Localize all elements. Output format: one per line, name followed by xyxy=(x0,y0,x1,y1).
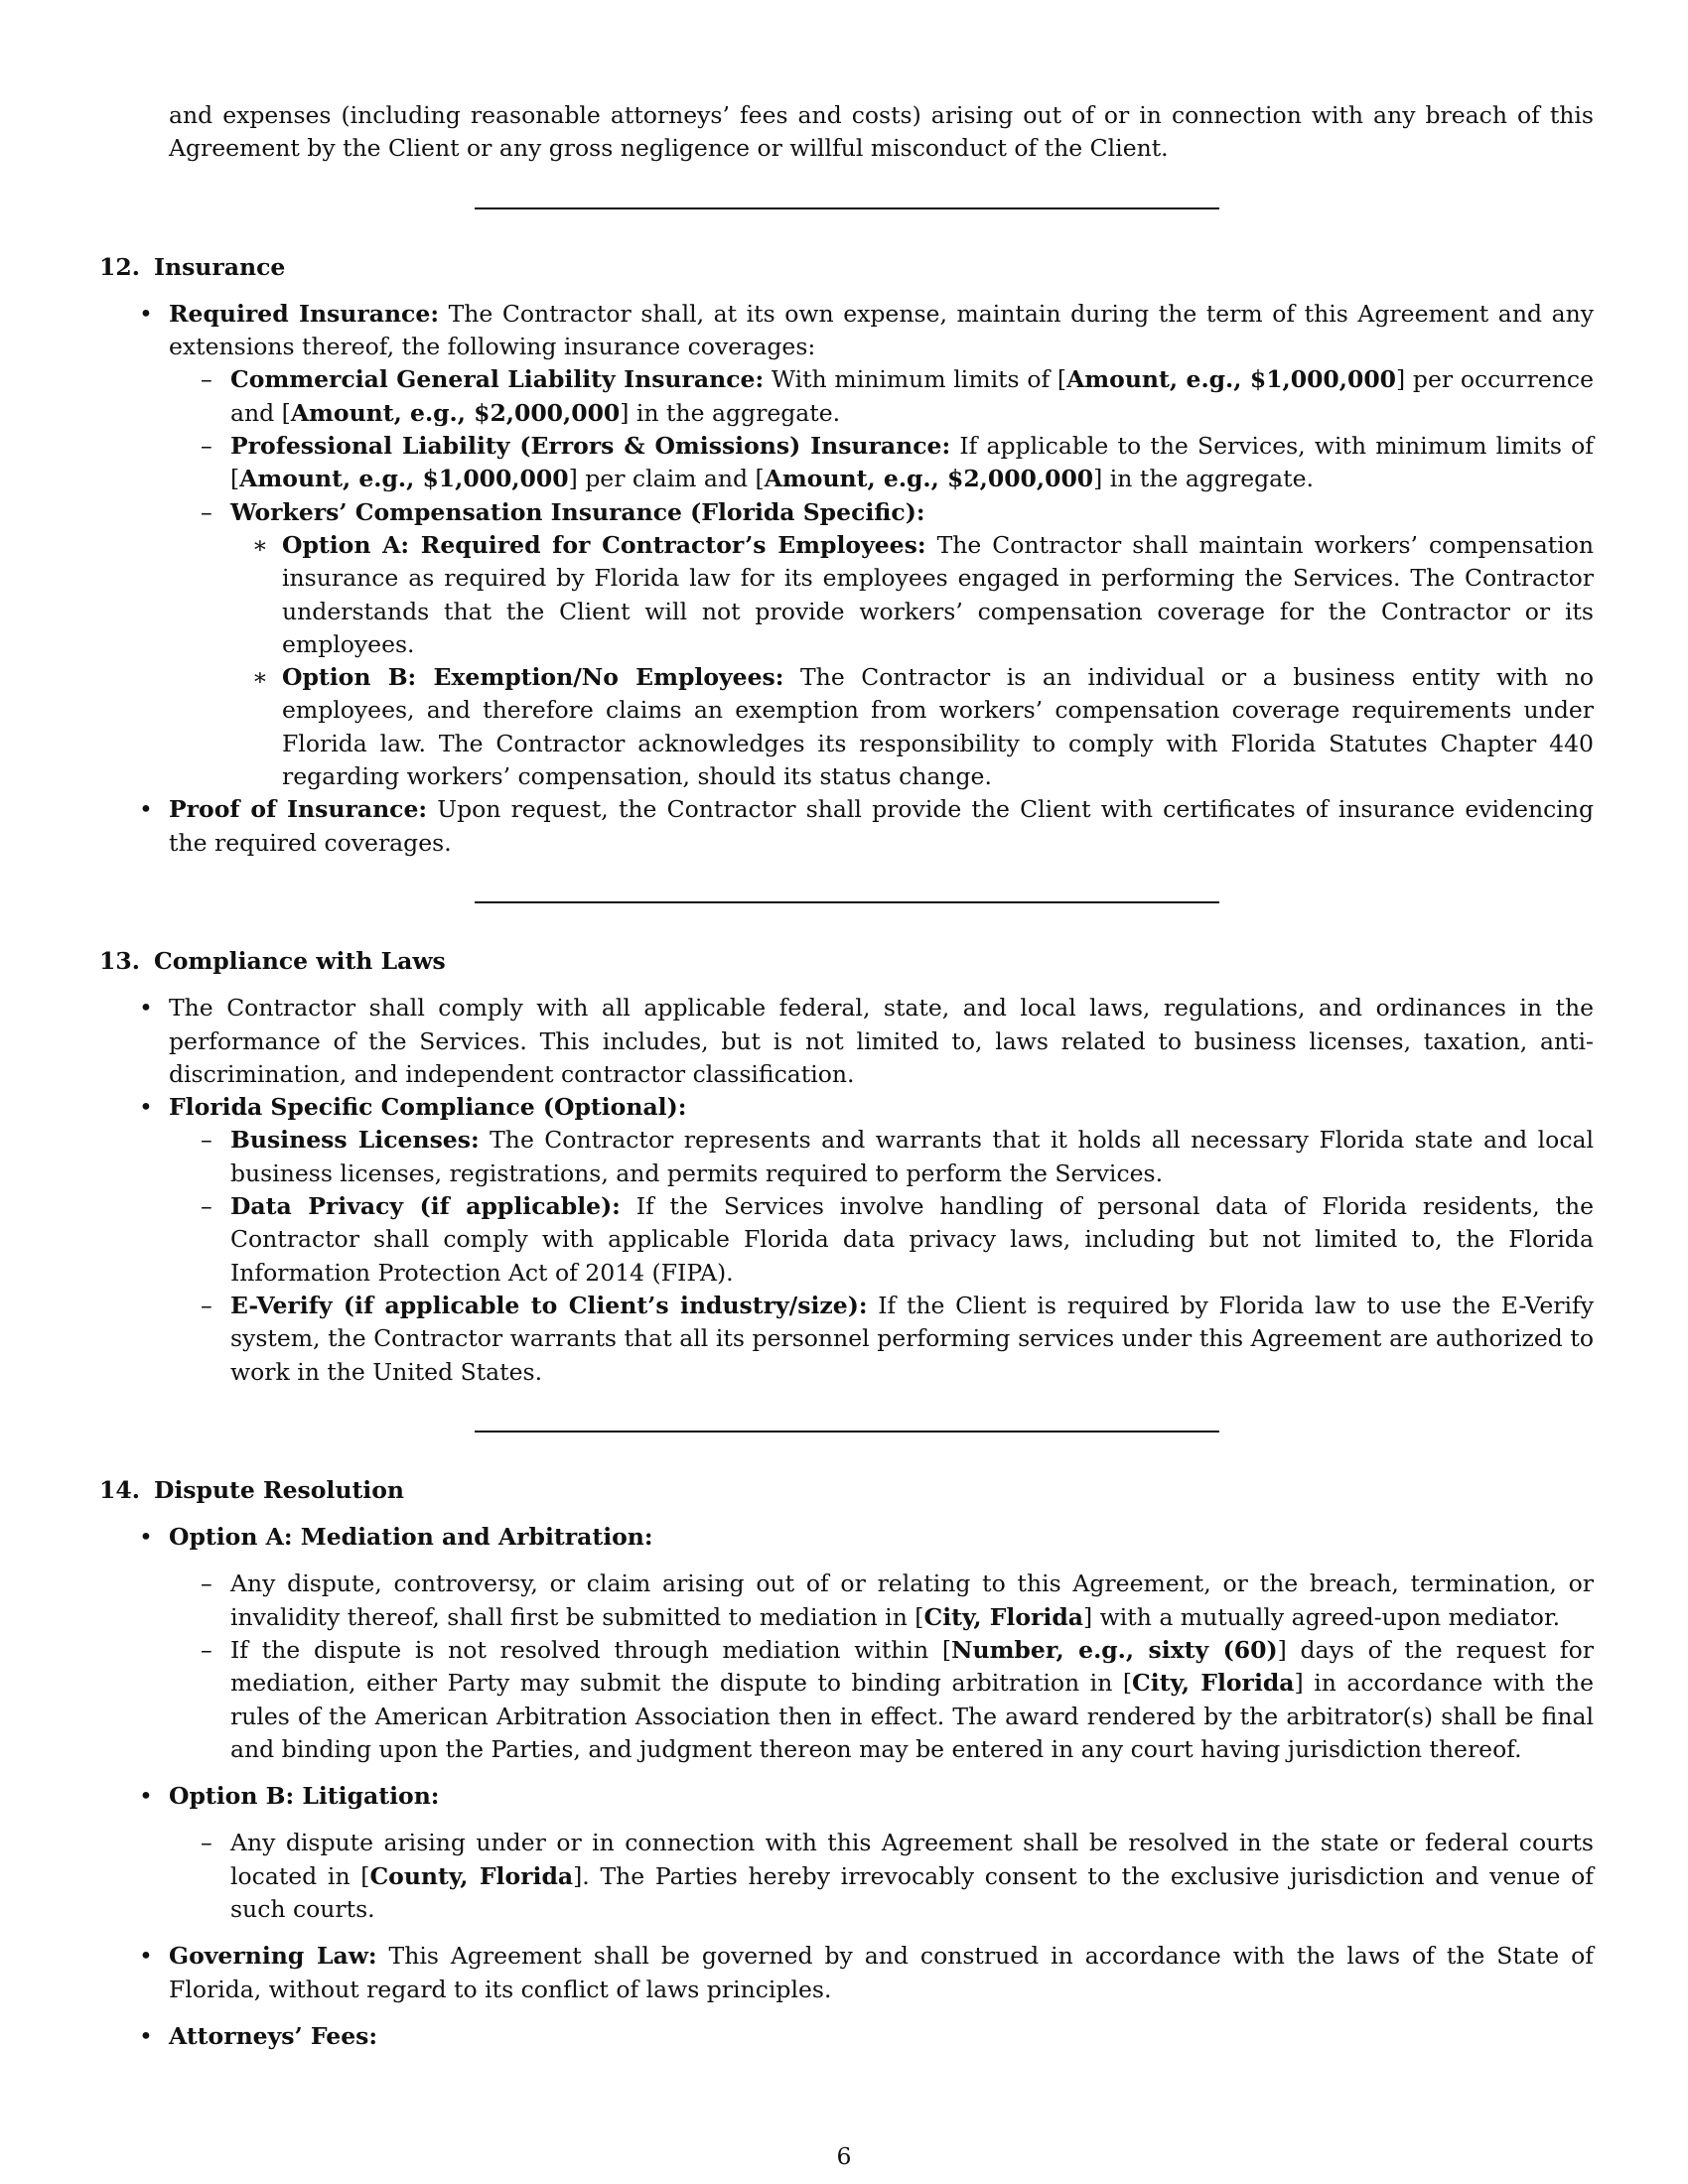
list-item-option-a-arbitration xyxy=(99,1521,1594,1766)
list-item-litigation xyxy=(169,1827,1594,1926)
item-label: Option B: Litigation: xyxy=(169,1782,440,1811)
compliance-list xyxy=(99,992,1594,1389)
item-text: ]. The Parties hereby irrevocably consent to the exclusive jurisdiction and venue of such courts. xyxy=(230,1861,1594,1924)
item-label: Required Insurance: xyxy=(169,299,439,328)
item-text: If applicable to the Services, with minimum limits of [ xyxy=(230,432,1594,493)
section-divider xyxy=(475,901,1219,903)
florida-compliance-list xyxy=(169,1124,1594,1388)
list-item-required-insurance xyxy=(99,298,1594,793)
bullet-icon: • xyxy=(139,1093,153,1122)
section-number: 13. xyxy=(99,946,140,975)
placeholder-city: City, Florida xyxy=(923,1602,1083,1631)
item-text: ] with a mutually agreed-upon mediator. xyxy=(1083,1602,1561,1631)
list-item-arbitration xyxy=(169,1634,1594,1766)
section-title: Dispute Resolution xyxy=(154,1475,404,1504)
item-label: Florida Specific Compliance (Optional): xyxy=(169,1093,687,1122)
list-item-option-b xyxy=(230,661,1594,793)
dash-icon: – xyxy=(201,1570,212,1598)
list-item-business-licenses xyxy=(169,1124,1594,1190)
item-text: If the dispute is not resolved through mediation within [ xyxy=(230,1635,951,1664)
placeholder-number: Number, e.g., sixty (60) xyxy=(951,1635,1278,1664)
section-number: 12. xyxy=(99,252,140,281)
item-text: Any dispute arising under or in connection with this Agreement shall be resolved in the state or federal courts located in [ xyxy=(230,1829,1594,1890)
item-label: Proof of Insurance: xyxy=(169,795,428,824)
insurance-list xyxy=(99,298,1594,860)
section-title: Compliance with Laws xyxy=(154,946,446,975)
section-divider xyxy=(475,1431,1219,1433)
dash-icon: – xyxy=(201,1635,212,1664)
list-item-governing-law xyxy=(99,1940,1594,2006)
section-heading-insurance xyxy=(99,251,1594,284)
list-item-cgl xyxy=(169,363,1594,430)
item-text: If the Services involve handling of personal data of Florida residents, the Contractor shall comply with applicable Florida data privacy laws, including but not limited to, the Florida Information Protection Act of 2014 (FIPA). xyxy=(230,1192,1594,1287)
item-text: ] in the aggregate. xyxy=(620,398,841,427)
continued-paragraph: and expenses (including reasonable attorneys’ fees and costs) arising out of or in connection with any breach of this Agreement by the Client or any gross negligence or willful misconduct of the Client. xyxy=(169,101,1594,163)
bullet-icon: • xyxy=(139,1942,153,1971)
item-text: The Contractor is an individual or a business entity with no employees, and therefore claims an exemption from workers’ compensation coverage requirements under Florida law. The Contractor acknowledges its responsibility to comply with Florida Statutes Chapter 440 regarding workers’ compensation, should its status change. xyxy=(282,663,1594,791)
dash-icon: – xyxy=(201,1291,212,1319)
star-icon: ∗ xyxy=(252,663,268,692)
page-number: 6 xyxy=(836,2142,852,2170)
bullet-icon: • xyxy=(139,1523,153,1552)
item-text: The Contractor shall, at its own expense, maintain during the term of this Agreement and any extensions thereof, the following insurance coverages: xyxy=(169,299,1594,361)
star-icon: ∗ xyxy=(252,530,268,559)
dispute-list xyxy=(99,1521,1594,2053)
section-divider xyxy=(475,207,1219,209)
placeholder-amount: Amount, e.g., $2,000,000 xyxy=(764,465,1094,493)
item-text: Upon request, the Contractor shall provide the Client with certificates of insurance evidencing the required coverages. xyxy=(169,795,1594,857)
placeholder-amount: Amount, e.g., $1,000,000 xyxy=(1066,365,1397,394)
placeholder-amount: Amount, e.g., $2,000,000 xyxy=(290,398,621,427)
bullet-icon: • xyxy=(139,299,153,328)
list-item-workers-comp xyxy=(169,496,1594,794)
item-text: With minimum limits of [ xyxy=(764,365,1067,394)
item-label: Data Privacy (if applicable): xyxy=(230,1192,621,1221)
list-item-mediation xyxy=(169,1568,1594,1634)
item-text: If the Client is required by Florida law to use the E-Verify system, the Contractor warrants that all its personnel performing services under this Agreement are authorized to work in the United States. xyxy=(230,1291,1594,1386)
item-label: Workers’ Compensation Insurance (Florida Specific): xyxy=(230,497,925,526)
item-text: ] per claim and [ xyxy=(568,465,765,493)
coverage-list xyxy=(169,363,1594,793)
list-item-florida-compliance xyxy=(99,1091,1594,1389)
placeholder-city: City, Florida xyxy=(1132,1669,1295,1698)
section-heading-dispute-resolution xyxy=(99,1474,1594,1507)
item-text: The Contractor represents and warrants that it holds all necessary Florida state and local business licenses, registrations, and permits required to perform the Services. xyxy=(230,1126,1595,1187)
workers-comp-options xyxy=(230,529,1594,793)
bullet-icon: • xyxy=(139,994,153,1023)
dash-icon: – xyxy=(201,1192,212,1221)
item-text: This Agreement shall be governed by and construed in accordance with the laws of the State of Florida, without regard to its conflict of laws principles. xyxy=(169,1942,1594,2003)
item-text: ] per occurrence and [ xyxy=(230,365,1595,427)
item-text: Any dispute, controversy, or claim arising out of or relating to this Agreement, or the breach, termination, or invalidity thereof, shall first be submitted to mediation in [ xyxy=(230,1570,1594,1631)
dash-icon: – xyxy=(201,1829,212,1857)
bullet-icon: • xyxy=(139,2021,153,2050)
list-item-e-verify xyxy=(169,1290,1594,1389)
list-item-option-a xyxy=(230,529,1594,661)
item-text: The Contractor shall maintain workers’ compensation insurance as required by Florida law for its employees engaged in performing the Services. The Contractor understands that the Client will not provide workers’ compensation coverage for the Contractor or its employees. xyxy=(282,530,1594,658)
list-item-professional-liability xyxy=(169,430,1594,496)
item-label: Option A: Required for Contractor’s Employees: xyxy=(282,530,926,559)
placeholder-county: County, Florida xyxy=(369,1861,574,1890)
list-item-attorneys-fees xyxy=(99,2020,1594,2053)
list-item-proof-of-insurance xyxy=(99,793,1594,860)
section-heading-compliance xyxy=(99,945,1594,978)
list-item-option-b-litigation xyxy=(99,1780,1594,1926)
section-number: 14. xyxy=(99,1475,140,1504)
item-label: Professional Liability (Errors & Omissions) Insurance: xyxy=(230,432,951,461)
dash-icon: – xyxy=(201,497,212,526)
item-label: E-Verify (if applicable to Client’s industry/size): xyxy=(230,1291,868,1319)
section-title: Insurance xyxy=(154,252,286,281)
dash-icon: – xyxy=(201,365,212,394)
dash-icon: – xyxy=(201,432,212,461)
placeholder-amount: Amount, e.g., $1,000,000 xyxy=(239,465,569,493)
list-item-general-compliance xyxy=(99,992,1594,1091)
item-label: Option B: Exemption/No Employees: xyxy=(282,663,784,692)
item-label: Commercial General Liability Insurance: xyxy=(230,365,765,394)
page-content xyxy=(99,99,1594,2053)
bullet-icon: • xyxy=(139,795,153,824)
litigation-list xyxy=(169,1827,1594,1926)
list-item-data-privacy xyxy=(169,1190,1594,1290)
item-label: Option A: Mediation and Arbitration: xyxy=(169,1523,653,1552)
dash-icon: – xyxy=(201,1126,212,1155)
bullet-icon: • xyxy=(139,1782,153,1811)
arbitration-list xyxy=(169,1568,1594,1766)
item-label: Attorneys’ Fees: xyxy=(169,2021,378,2050)
item-label: Governing Law: xyxy=(169,1942,377,1971)
item-label: Business Licenses: xyxy=(230,1126,480,1155)
item-text: ] in accordance with the rules of the American Arbitration Association then in effect. The award rendered by the arbitrator(s) shall be final and binding upon the Parties, and judgment thereon may be entered in any court having jurisdiction thereof. xyxy=(230,1669,1594,1763)
item-text: ] days of the request for mediation, either Party may submit the dispute to binding arbitration in [ xyxy=(230,1635,1594,1698)
item-text: The Contractor shall comply with all applicable federal, state, and local laws, regulations, and ordinances in the performance of the Services. This includes, but is not limited to, laws related to business licenses, taxation, anti-discrimination, and independent contractor classification. xyxy=(169,994,1594,1088)
item-text: ] in the aggregate. xyxy=(1093,465,1314,493)
